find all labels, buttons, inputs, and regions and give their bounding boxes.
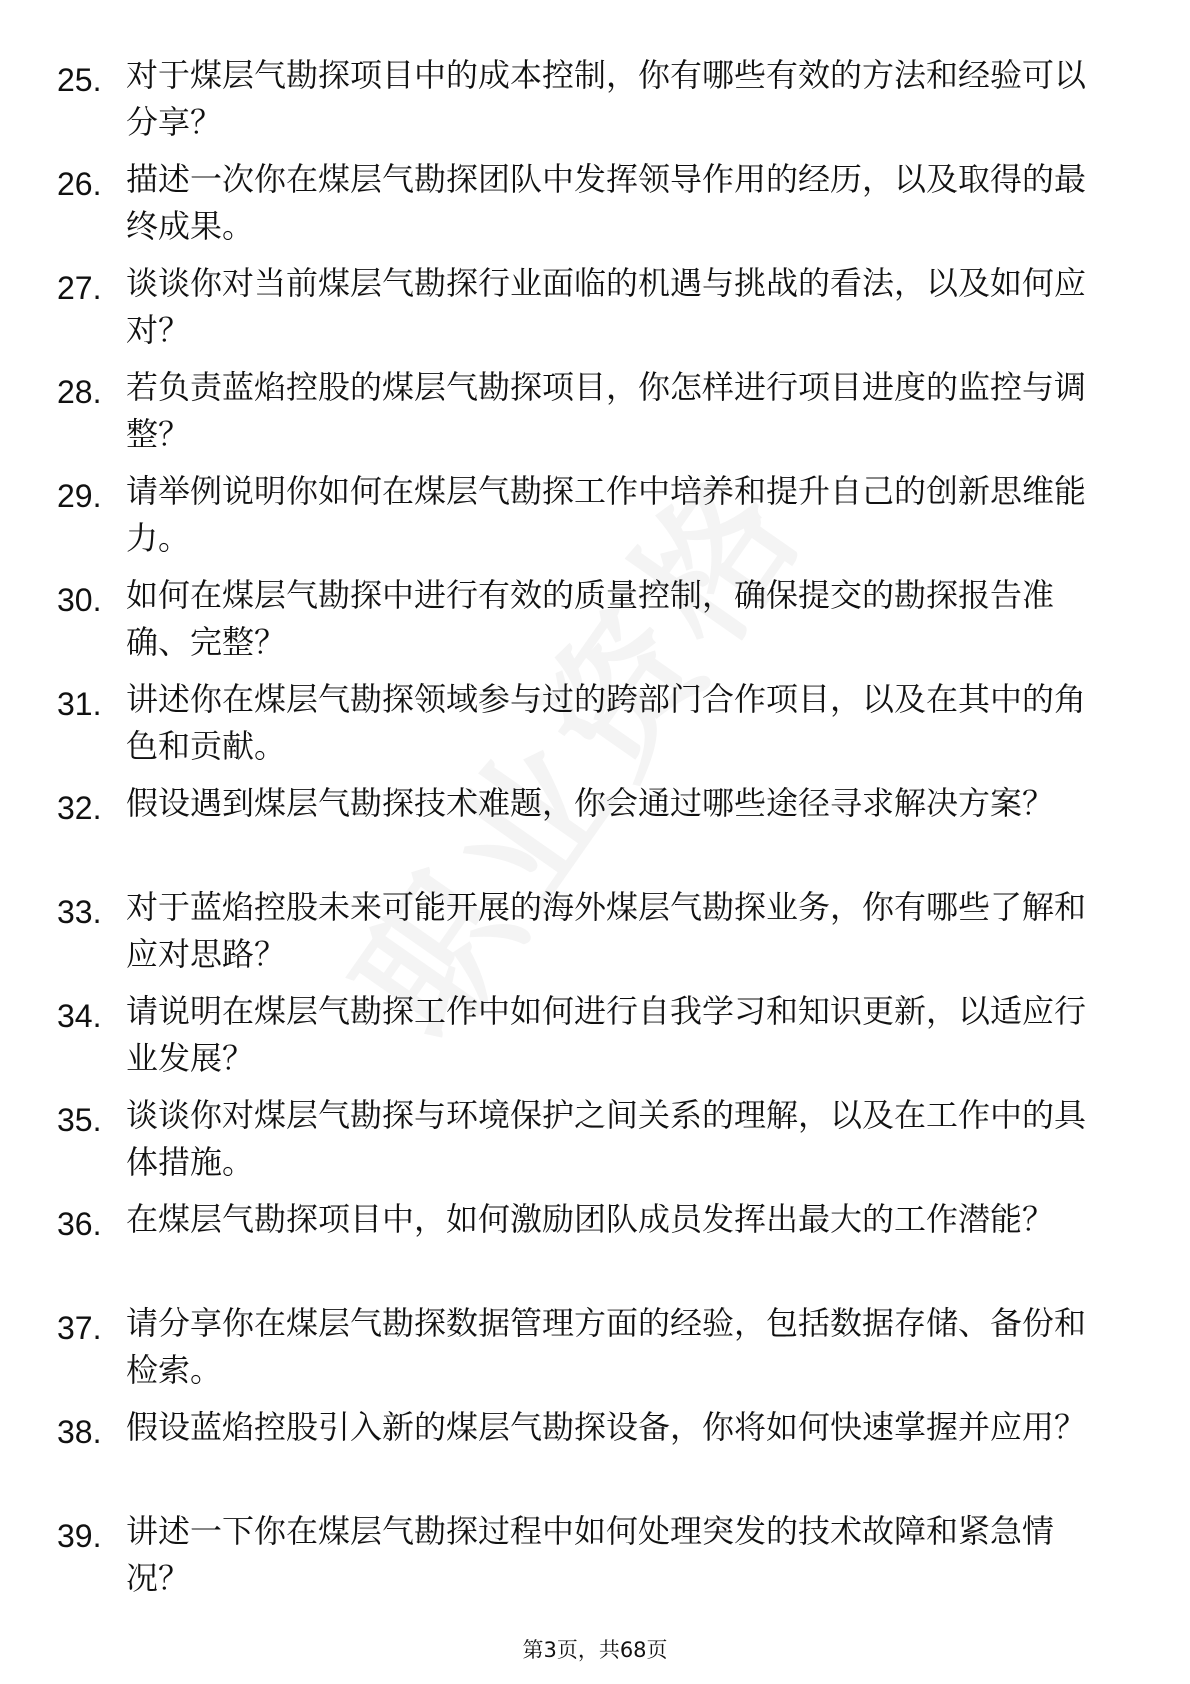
question-number: 28. — [57, 374, 102, 410]
question-item — [0, 1404, 1190, 1508]
question-number: 29. — [57, 478, 102, 514]
question-number: 25. — [57, 62, 102, 98]
question-number: 35. — [57, 1102, 102, 1138]
question-number: 33. — [57, 894, 102, 930]
question-item — [0, 468, 1190, 572]
question-number: 36. — [57, 1206, 102, 1242]
question-item — [0, 364, 1190, 468]
question-text: 对于煤层气勘探项目中的成本控制，你有哪些有效的方法和经验可以分享？ — [126, 56, 1087, 141]
question-item — [0, 1196, 1190, 1300]
question-text: 假设遇到煤层气勘探技术难题，你会通过哪些途径寻求解决方案？ — [126, 784, 1055, 822]
question-item — [0, 260, 1190, 364]
question-item — [0, 1300, 1190, 1404]
question-text: 讲述你在煤层气勘探领域参与过的跨部门合作项目，以及在其中的角色和贡献。 — [126, 680, 1087, 765]
question-item — [0, 988, 1190, 1092]
question-text: 谈谈你对当前煤层气勘探行业面临的机遇与挑战的看法，以及如何应对？ — [126, 264, 1087, 349]
question-text: 讲述一下你在煤层气勘探过程中如何处理突发的技术故障和紧急情况？ — [126, 1512, 1055, 1597]
question-number: 31. — [57, 686, 102, 722]
question-text: 谈谈你对煤层气勘探与环境保护之间关系的理解，以及在工作中的具体措施。 — [126, 1096, 1087, 1181]
question-text: 假设蓝焰控股引入新的煤层气勘探设备，你将如何快速掌握并应用？ — [126, 1408, 1087, 1446]
question-number: 30. — [57, 582, 102, 618]
question-number: 27. — [57, 270, 102, 306]
question-text: 在煤层气勘探项目中，如何激励团队成员发挥出最大的工作潜能？ — [126, 1200, 1055, 1238]
question-list — [0, 52, 1190, 1612]
question-number: 26. — [57, 166, 102, 202]
question-number: 39. — [57, 1518, 102, 1554]
question-item — [0, 884, 1190, 988]
question-number: 38. — [57, 1414, 102, 1450]
question-item — [0, 1508, 1190, 1612]
question-item — [0, 780, 1190, 884]
question-number: 37. — [57, 1310, 102, 1346]
question-number: 34. — [57, 998, 102, 1034]
page-footer — [0, 1634, 1190, 1664]
question-item — [0, 1092, 1190, 1196]
question-text: 请分享你在煤层气勘探数据管理方面的经验，包括数据存储、备份和检索。 — [126, 1304, 1087, 1389]
question-text: 请说明在煤层气勘探工作中如何进行自我学习和知识更新，以适应行业发展？ — [126, 992, 1087, 1077]
question-text: 若负责蓝焰控股的煤层气勘探项目，你怎样进行项目进度的监控与调整？ — [126, 368, 1087, 453]
question-text: 描述一次你在煤层气勘探团队中发挥领导作用的经历，以及取得的最终成果。 — [126, 160, 1087, 245]
page-number-label: 第3页，共68页 — [522, 1638, 668, 1662]
question-text: 请举例说明你如何在煤层气勘探工作中培养和提升自己的创新思维能力。 — [126, 472, 1087, 557]
question-text: 如何在煤层气勘探中进行有效的质量控制，确保提交的勘探报告准确、完整？ — [126, 576, 1055, 661]
question-item — [0, 156, 1190, 260]
question-number: 32. — [57, 790, 102, 826]
question-item — [0, 52, 1190, 156]
question-text: 对于蓝焰控股未来可能开展的海外煤层气勘探业务，你有哪些了解和应对思路？ — [126, 888, 1087, 973]
question-item — [0, 676, 1190, 780]
question-item — [0, 572, 1190, 676]
